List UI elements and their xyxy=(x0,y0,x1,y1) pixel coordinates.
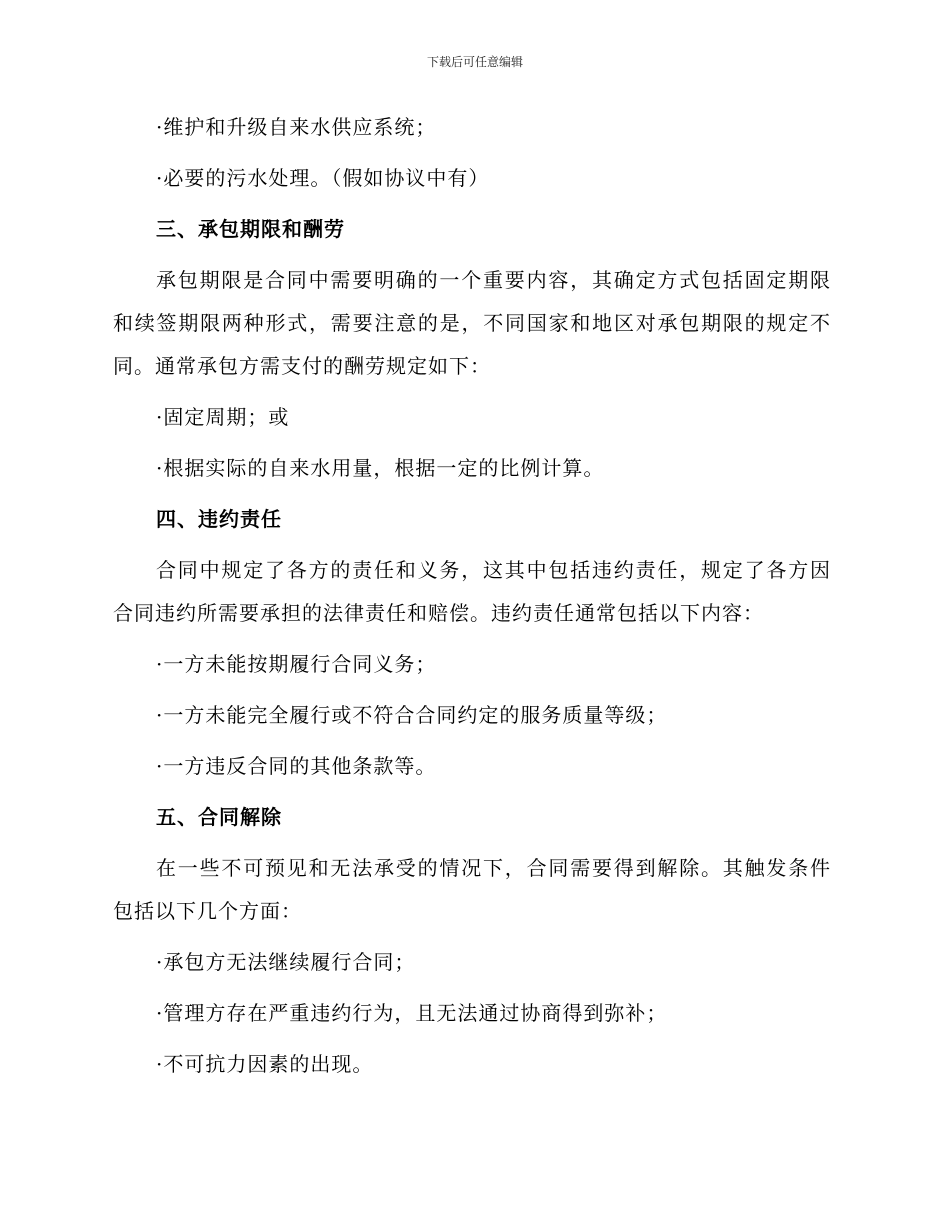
bullet-item xyxy=(113,745,831,788)
paragraph-line: 同。通常承包方需支付的酬劳规定如下： xyxy=(113,354,491,378)
paragraph-line: 包括以下几个方面： xyxy=(113,899,302,923)
section-heading xyxy=(113,498,831,541)
bullet-text: ·一方未能完全履行或不符合合同约定的服务质量等级； xyxy=(156,703,668,727)
paragraph xyxy=(113,259,831,388)
section-heading-text: 四、违约责任 xyxy=(156,507,282,531)
page-header: 下载后可任意编辑 xyxy=(426,55,523,69)
bullet-item xyxy=(113,1043,831,1086)
bullet-text: ·一方未能按期履行合同义务； xyxy=(156,652,437,676)
bullet-text: ·不可抗力因素的出现。 xyxy=(156,1052,374,1076)
paragraph-line: 在一些不可预见和无法承受的情况下，合同需要得到解除。其触发条件 xyxy=(156,856,831,880)
bullet-item xyxy=(113,992,831,1035)
section-heading xyxy=(113,796,831,839)
bullet-text: ·固定周期；或 xyxy=(156,405,290,429)
paragraph-line: 和续签期限两种形式，需要注意的是，不同国家和地区对承包期限的规定不 xyxy=(113,311,831,335)
bullet-item xyxy=(113,106,831,149)
bullet-text: ·根据实际的自来水用量，根据一定的比例计算。 xyxy=(156,456,605,480)
bullet-text: ·承包方无法继续履行合同； xyxy=(156,950,416,974)
bullet-item xyxy=(113,447,831,490)
paragraph-line: 承包期限是合同中需要明确的一个重要内容，其确定方式包括固定期限 xyxy=(156,268,831,292)
bullet-item xyxy=(113,643,831,686)
bullet-item xyxy=(113,941,831,984)
paragraph xyxy=(113,847,831,933)
bullet-text: ·管理方存在严重违约行为，且无法通过协商得到弥补； xyxy=(156,1001,668,1025)
document-body xyxy=(113,106,831,1094)
paragraph xyxy=(113,549,831,635)
paragraph-line: 合同违约所需要承担的法律责任和赔偿。违约责任通常包括以下内容： xyxy=(113,601,764,625)
bullet-item xyxy=(113,157,831,200)
section-heading xyxy=(113,208,831,251)
bullet-item xyxy=(113,396,831,439)
bullet-text: ·必要的污水处理。（假如协议中有） xyxy=(156,166,490,190)
paragraph-line: 合同中规定了各方的责任和义务，这其中包括违约责任，规定了各方因 xyxy=(156,558,831,582)
section-heading-text: 三、承包期限和酬劳 xyxy=(156,217,345,241)
bullet-item xyxy=(113,694,831,737)
section-heading-text: 五、合同解除 xyxy=(156,805,282,829)
bullet-text: ·一方违反合同的其他条款等。 xyxy=(156,754,437,778)
bullet-text: ·维护和升级自来水供应系统； xyxy=(156,115,437,139)
